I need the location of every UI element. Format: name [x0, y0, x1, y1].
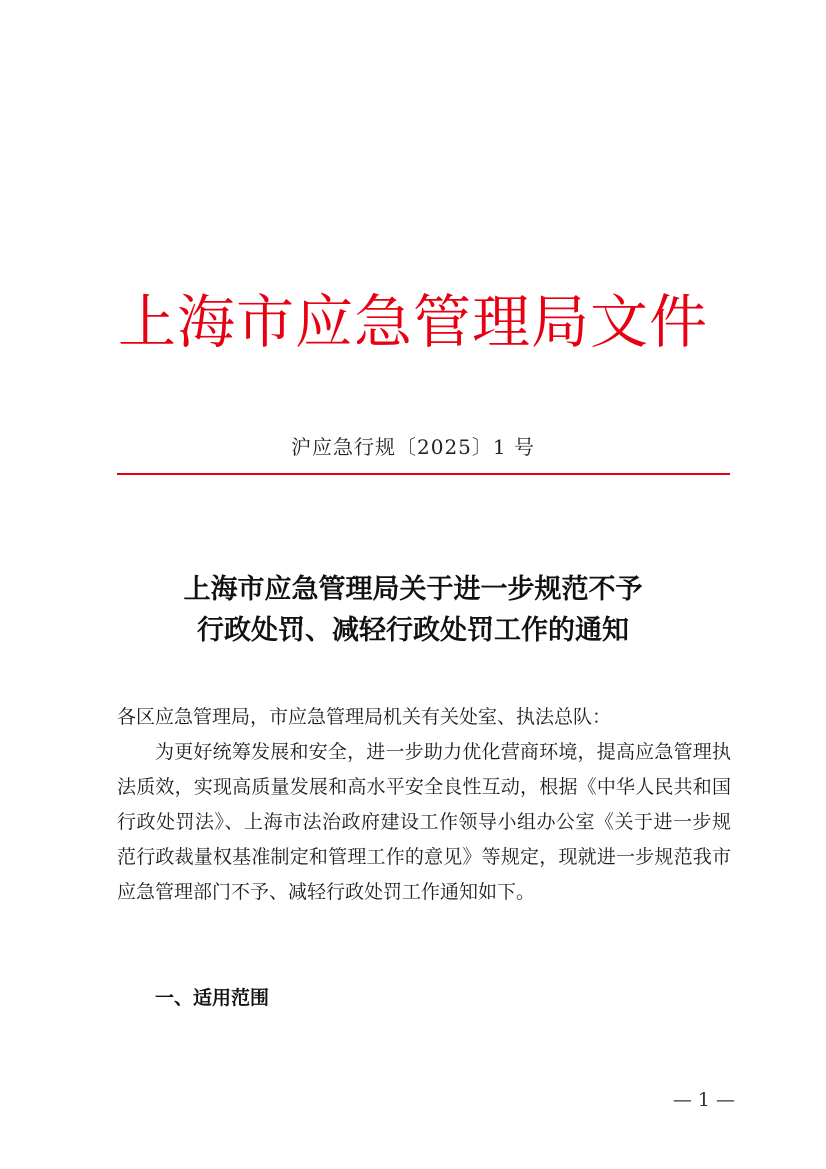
notice-body: [117, 700, 731, 910]
body-paragraph: 为更好统筹发展和安全，进一步助力优化营商环境，提高应急管理执法质效，实现高质量发展和高水平安全良性互动，根据《中华人民共和国行政处罚法》、上海市法治政府建设工作领导小组办公室《关于进一步规范行政裁量权基准制定和管理工作的意见》等规定，现就进一步规范我市应急管理部门不予、减轻行政处罚工作通知如下。: [117, 741, 731, 903]
document-header-title: 上海市应急管理局文件: [117, 288, 708, 356]
section-heading-scope: 一、适用范围: [155, 987, 270, 1009]
notice-title-line-1: 上海市应急管理局关于进一步规范不予: [183, 574, 643, 605]
addressee-line: 各区应急管理局，市应急管理局机关有关处室、执法总队：: [117, 706, 612, 728]
document-number: 沪应急行规〔2025〕1 号: [291, 435, 535, 459]
notice-title-line-2: 行政处罚、减轻行政处罚工作的通知: [197, 615, 629, 646]
notice-title: [0, 569, 826, 651]
header-divider: [117, 473, 730, 475]
page-number: — 1 —: [672, 1089, 735, 1111]
